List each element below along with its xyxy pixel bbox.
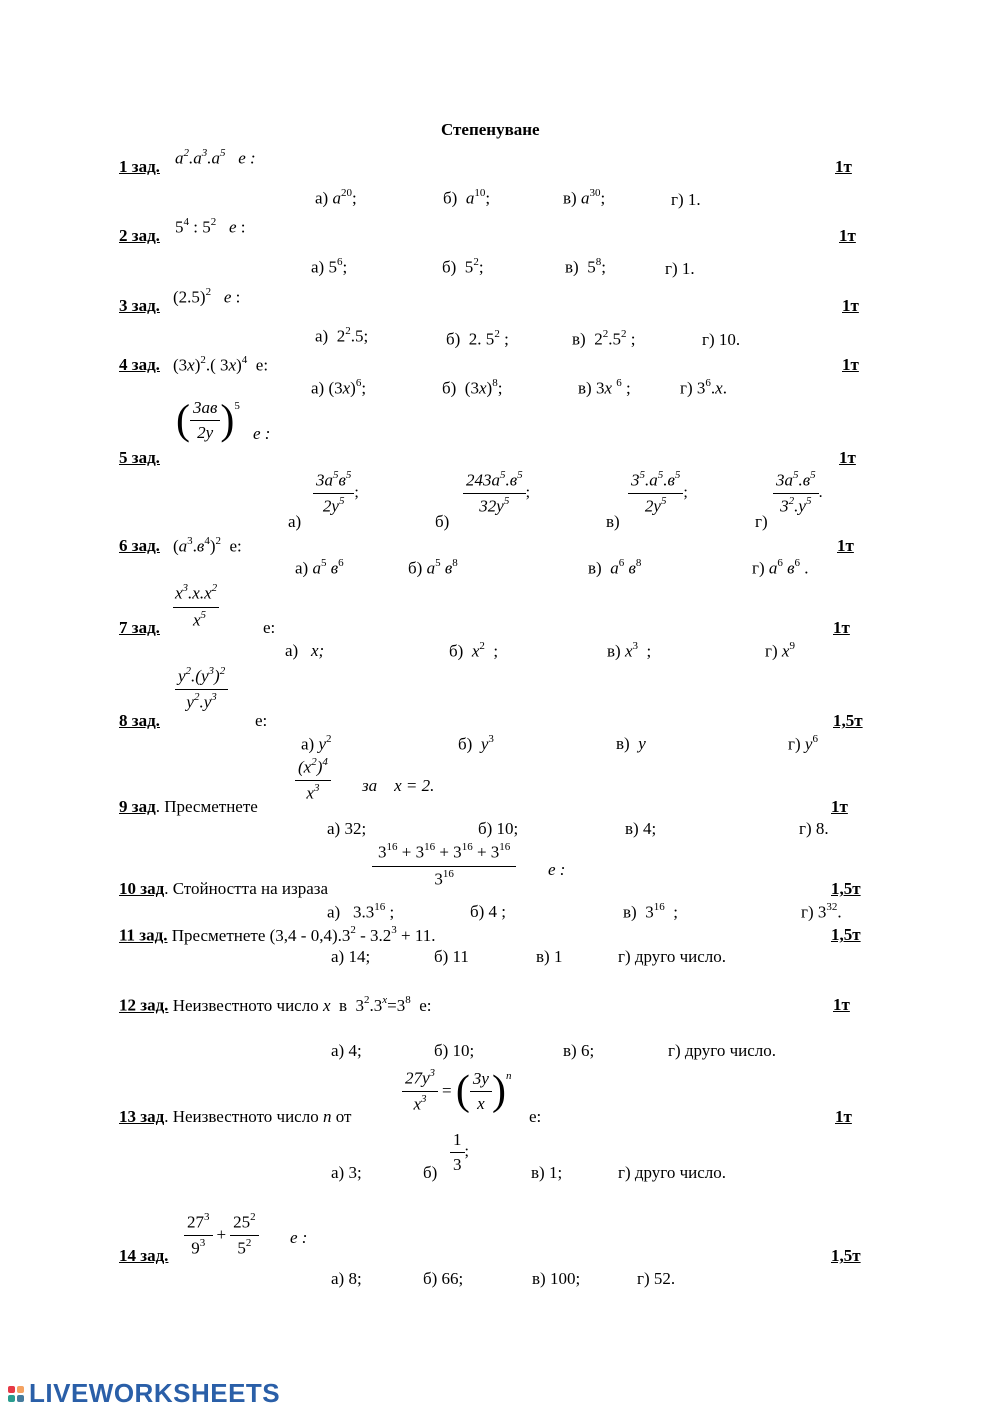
task-10-expression: $\frac{3^{16} + 3^{16} + 3^{16} + 3^{16}}{3^{16}}$ <box>372 842 516 889</box>
page-title: Степенуване <box>441 120 540 139</box>
task-13-answer-b-marker[interactable]: б) <box>423 1163 438 1182</box>
task-7-label: 7 зад. <box>119 618 160 637</box>
task-2-answer-d[interactable]: г) 1. <box>665 259 695 278</box>
task-5-answer-b[interactable]: $\frac{243a^5.в^5}{32y^5}$ ; <box>463 470 530 516</box>
task-5-answer-c-marker[interactable]: в) <box>606 512 620 531</box>
task-14-answer-b[interactable]: б) 66; <box>423 1269 464 1288</box>
task-13-text: . Неизвестното число n от <box>164 1107 352 1126</box>
task-14-points: 1,5т <box>831 1246 861 1265</box>
task-12-points: 1т <box>833 995 850 1014</box>
logo-text: LIVEWORKSHEETS <box>29 1378 281 1408</box>
task-8-answer-d[interactable]: г) $y^6$ <box>788 733 818 754</box>
task-6-answer-b[interactable]: б) $a^5$ $в^8$ <box>408 557 458 578</box>
task-9-points: 1т <box>831 797 848 816</box>
task-1-answer-c[interactable]: в) $a^{30}$; <box>563 187 606 208</box>
task-9-label: 9 зад <box>119 797 156 816</box>
task-11-points: 1,5т <box>831 925 861 944</box>
task-6-answer-a[interactable]: а) $a^5$ $в^6$ <box>295 557 344 578</box>
liveworksheets-logo <box>8 1378 280 1409</box>
task-2-answer-a[interactable]: а) $5^6$; <box>311 256 348 277</box>
task-1-expression: $a^2.a^3.a^5$ е : <box>175 147 256 168</box>
task-11-answer-a[interactable]: а) 14; <box>331 947 371 966</box>
task-10-answer-b[interactable]: б) 4 ; <box>470 902 507 921</box>
task-12-answer-a[interactable]: а) 4; <box>331 1041 362 1060</box>
task-7-expression: $\frac{x^3.x.x^2}{x^5}$ <box>175 582 218 630</box>
task-13-expression: $\frac{27y^3}{x^3}$ = ( $\frac{3y}{x}$ )$^n$ <box>402 1068 511 1114</box>
task-10-e: е : <box>548 860 566 879</box>
task-6-answer-d[interactable]: г) $a^6$ $в^6$ . <box>752 557 809 578</box>
task-9-answer-c[interactable]: в) 4; <box>625 819 657 838</box>
task-8-answer-c[interactable]: в) y <box>616 734 646 753</box>
task-2-points: 1т <box>839 226 856 245</box>
task-13-answer-c[interactable]: в) 1; <box>531 1163 563 1182</box>
task-7-e: е: <box>263 618 276 637</box>
task-5-label: 5 зад. <box>119 448 160 467</box>
task-5-answer-a[interactable]: $\frac{3a^5в^5}{2y^5}$ ; <box>313 470 359 516</box>
task-3-expression: $(2.5)^2$ е : <box>173 286 241 307</box>
task-14-e: е : <box>290 1228 308 1247</box>
task-12-answer-d[interactable]: г) друго число. <box>668 1041 777 1060</box>
task-9-heading <box>119 797 258 817</box>
task-5-answer-c[interactable]: $\frac{3^5.a^5.в^5}{2y^5}$ ; <box>628 470 688 516</box>
task-1-answer-b[interactable]: б) $a^{10}$; <box>443 187 491 208</box>
task-14-answer-d[interactable]: г) 52. <box>637 1269 676 1288</box>
task-12-heading <box>119 995 432 1016</box>
task-12-answer-b[interactable]: б) 10; <box>434 1041 475 1060</box>
task-3-points: 1т <box>842 296 859 315</box>
task-10-label: 10 зад <box>119 879 165 898</box>
task-7-answer-d[interactable]: г) $x^9$ <box>765 640 795 661</box>
task-5-answer-d[interactable]: $\frac{3a^5.в^5}{3^2.y^5}$ . <box>773 470 823 516</box>
task-12-answer-c[interactable]: в) 6; <box>563 1041 595 1060</box>
task-3-answer-c[interactable]: в) $2^2.5^2$ ; <box>572 328 636 349</box>
task-2-answer-c[interactable]: в) $5^8$; <box>565 256 606 277</box>
task-9-answer-a[interactable]: а) 32; <box>327 819 367 838</box>
task-4-answer-d[interactable]: г) $3^6.x$. <box>680 377 727 398</box>
task-13-label: 13 зад <box>119 1107 165 1126</box>
task-6-points: 1т <box>837 536 854 555</box>
task-5-expression: ( $\frac{3aв}{2y}$ )$^5$ <box>176 397 240 444</box>
task-4-answer-b[interactable]: б) $(3x)^8$; <box>442 377 503 398</box>
task-7-answer-b[interactable]: б) $x^2$ ; <box>449 640 499 661</box>
task-4-answer-c[interactable]: в) 3x $^6$ ; <box>578 377 631 398</box>
task-7-answer-c[interactable]: в) $x^3$ ; <box>607 640 652 661</box>
task-1-label: 1 зад. <box>119 157 160 176</box>
task-6-expression: $(a^3.в^4)^2$ е: <box>173 535 242 556</box>
task-12-text: Неизвестното число x в $3^2.3^x=3^8$ е: <box>168 994 432 1015</box>
task-6-label: 6 зад. <box>119 536 160 555</box>
task-11-answer-b[interactable]: б) 11 <box>434 947 469 966</box>
task-4-expression: $(3x)^2$.( 3x)$^4$ е: <box>173 354 269 375</box>
task-11-answer-c[interactable]: в) 1 <box>536 947 563 966</box>
task-9-answer-b[interactable]: б) 10; <box>478 819 519 838</box>
task-9-expression: $\frac{(x^2)^4}{x^3}$ <box>295 757 331 803</box>
task-8-expression: $\frac{y^2.(y^3)^2}{y^2.y^3}$ <box>175 666 228 712</box>
task-10-text: . Стойността на израза <box>164 879 329 898</box>
task-2-answer-b[interactable]: б) $5^2$; <box>442 256 484 277</box>
task-10-answer-d[interactable]: г) $3^{32}$. <box>801 901 842 922</box>
task-14-expression: $\frac{27^3}{9^3}$ + $\frac{25^2}{5^2}$ <box>184 1212 259 1258</box>
task-12-label: 12 зад. <box>119 995 169 1015</box>
task-8-label: 8 зад. <box>119 711 160 730</box>
task-10-heading <box>119 879 328 899</box>
task-2-label: 2 зад. <box>119 226 160 245</box>
task-5-answer-b-marker[interactable]: б) <box>435 512 450 531</box>
task-14-label: 14 зад. <box>119 1246 169 1265</box>
task-11-heading <box>119 925 436 946</box>
task-1-points: 1т <box>835 157 852 176</box>
task-14-answer-c[interactable]: в) 100; <box>532 1269 581 1288</box>
task-13-heading <box>119 1107 351 1127</box>
task-9-answer-d[interactable]: г) 8. <box>799 819 829 838</box>
task-11-answer-d[interactable]: г) друго число. <box>618 947 727 966</box>
task-9-text: . Пресметнете <box>155 797 258 816</box>
task-5-e: е : <box>253 424 271 443</box>
task-1-answer-d[interactable]: г) 1. <box>671 190 701 209</box>
task-13-answer-a[interactable]: а) 3; <box>331 1163 362 1182</box>
task-8-answer-a[interactable]: а) $y^2$ <box>301 733 332 754</box>
task-10-answer-c[interactable]: в) $3^{16}$ ; <box>623 901 678 922</box>
task-2-expression: $5^4$ : $5^2$ е : <box>175 216 246 237</box>
task-7-answer-a[interactable]: а) x; <box>285 641 325 660</box>
task-11-text: Пресметнете $(3,4 - 0,4).3^2 - 3.2^3 + 11$. <box>167 924 436 945</box>
task-6-answer-c[interactable]: в) $a^6$ $в^8$ <box>588 557 642 578</box>
task-7-points: 1т <box>833 618 850 637</box>
task-5-points: 1т <box>839 448 856 467</box>
logo-icon <box>8 1386 24 1402</box>
task-8-points: 1,5т <box>833 711 863 730</box>
task-8-e: е: <box>255 711 268 730</box>
task-1-answer-a[interactable]: а) $a^{20}$; <box>315 187 357 208</box>
task-4-points: 1т <box>842 355 859 374</box>
task-10-points: 1,5т <box>831 879 861 898</box>
task-14-answer-a[interactable]: а) 8; <box>331 1269 362 1288</box>
task-3-answer-d[interactable]: г) 10. <box>702 330 741 349</box>
task-3-label: 3 зад. <box>119 296 160 315</box>
task-9-condition: за x = 2. <box>362 776 435 795</box>
task-13-answer-d[interactable]: г) друго число. <box>618 1163 727 1182</box>
task-3-answer-a[interactable]: а) $2^2.5$; <box>315 325 369 346</box>
task-11-label: 11 зад. <box>119 925 168 945</box>
task-5-answer-d-marker[interactable]: г) <box>755 512 768 531</box>
task-10-answer-a[interactable]: а) $3.3^{16}$ ; <box>327 901 395 922</box>
task-3-answer-b[interactable]: б) 2. $5^2$ ; <box>446 328 509 349</box>
task-13-answer-b[interactable]: $\frac{1}{3}$ ; <box>450 1130 469 1175</box>
task-4-answer-a[interactable]: а) $(3x)^6$; <box>311 377 367 398</box>
task-8-answer-b[interactable]: б) $y^3$ <box>458 733 494 754</box>
task-4-label: 4 зад. <box>119 355 160 374</box>
task-13-e: е: <box>529 1107 542 1126</box>
task-13-points: 1т <box>835 1107 852 1126</box>
task-5-answer-a-marker[interactable]: а) <box>288 512 302 531</box>
